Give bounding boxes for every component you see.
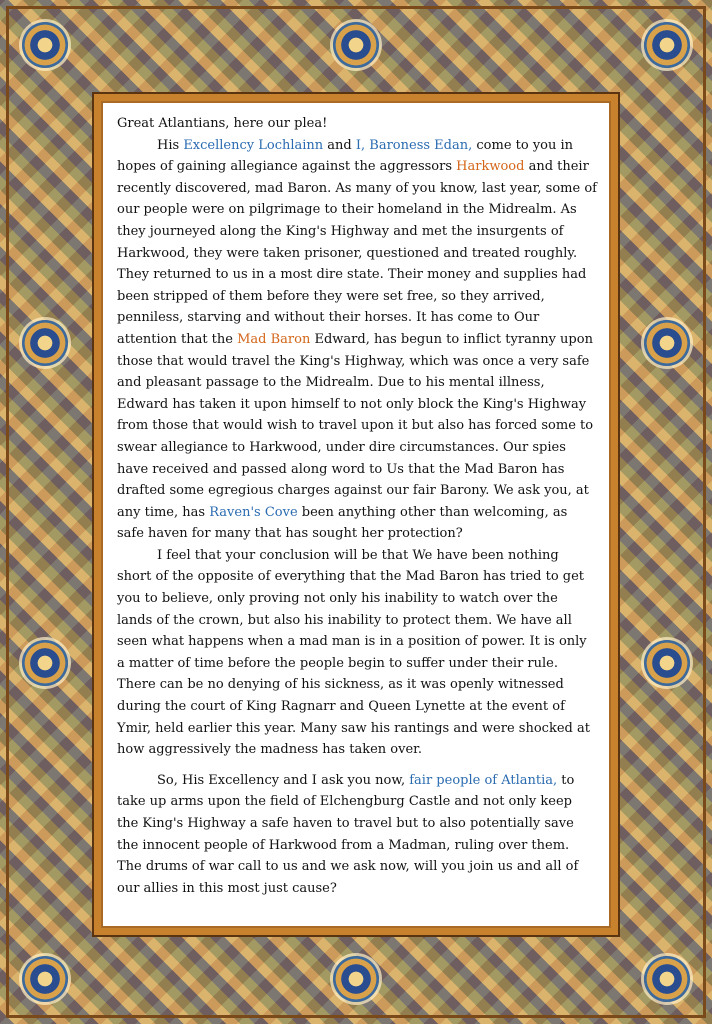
paragraph-2: I feel that your conclusion will be that We have been nothing short of the opposite of everything that the Mad Baron has tried to get you to believe, only proving not only his inability to watch over the lands of the crown, but also his inability to protect them. We have all seen what happens when a mad man is in a position of power. It is only a matter of time before the people begin to suffer under their rule. There can be no denying of his sickness, as it was openly witnessed during the court of King Ragnarr and Queen Lynette at the event of Ymir, held earlier this year. Many saw his rantings and were shocked at how aggressively the madness has taken over. [117,547,590,758]
paragraph-3 [117,770,597,900]
p3-text: to take up arms upon the field of Elchengburg Castle and not only keep the King's Highway a safe haven to travel but to also potentially save the innocent people of Harkwood from a Madman, ruling over them. The drums of war call to us and we ask now, will you join us and all of our allies in this most just cause? [117,772,579,896]
left-medallion-lower [22,640,68,686]
left-medallion-upper [22,320,68,366]
paragraph-1 [117,135,597,545]
highlight-excellency-lochlainn: Excellency Lochlainn [183,137,324,153]
salutation: Great Atlantians, here our plea! [117,116,328,131]
corner-medallion-top-left [22,22,68,68]
letter-text-panel [101,101,611,928]
top-medallion [333,22,379,68]
p3-text: So, His Excellency and I ask you now, [157,772,410,788]
corner-medallion-bottom-left [22,956,68,1002]
highlight-fair-people-of-atlantia: fair people of Atlantia, [409,772,558,788]
p1-text: and their recently discovered, mad Baron. As many of you know, last year, some of our people were on pilgrimage to their homeland in the Midrealm. As they journeyed along the King's Highway and met the insurgents of Harkwood, they were taken prisoner, questioned and treated roughly. They returned to us in a most dire state. Their money and supplies had been stripped of them before they were set free, so they arrived, penniless, starving and without their horses. It has come to Our attention that the [117,159,597,347]
highlight-baroness-edan: I, Baroness Edan, [355,137,473,153]
highlight-mad-baron: Mad Baron [237,331,311,347]
bottom-medallion [333,956,379,1002]
highlight-ravens-cove: Raven's Cove [209,504,298,520]
highlight-harkwood: Harkwood [456,159,525,175]
p1-text: His [157,137,184,153]
right-medallion-lower [644,640,690,686]
right-medallion-upper [644,320,690,366]
p1-text: Edward, has begun to inflict tyranny upon those that would travel the King's Highway, which was once a very safe and pleasant passage to the Midrealm. Due to his mental illness, Edward has taken it upon himself to not only block the King's Highway from those that would wish to travel upon it but also has forced some to swear allegiance to Harkwood, under dire circumstances. Our spies have received and passed along word to Us that the Mad Baron has drafted some egregious charges against our fair Barony. We ask you, at any time, has [117,331,594,520]
p1-text: come to you in hopes of gaining allegiance against the aggressors [117,137,574,175]
p1-text: and [323,137,356,153]
corner-medallion-top-right [644,22,690,68]
p1-text: been anything other than welcoming, as safe haven for many that has sought her protection? [117,504,568,542]
text-panel-border [92,92,620,937]
corner-medallion-bottom-right [644,956,690,1002]
